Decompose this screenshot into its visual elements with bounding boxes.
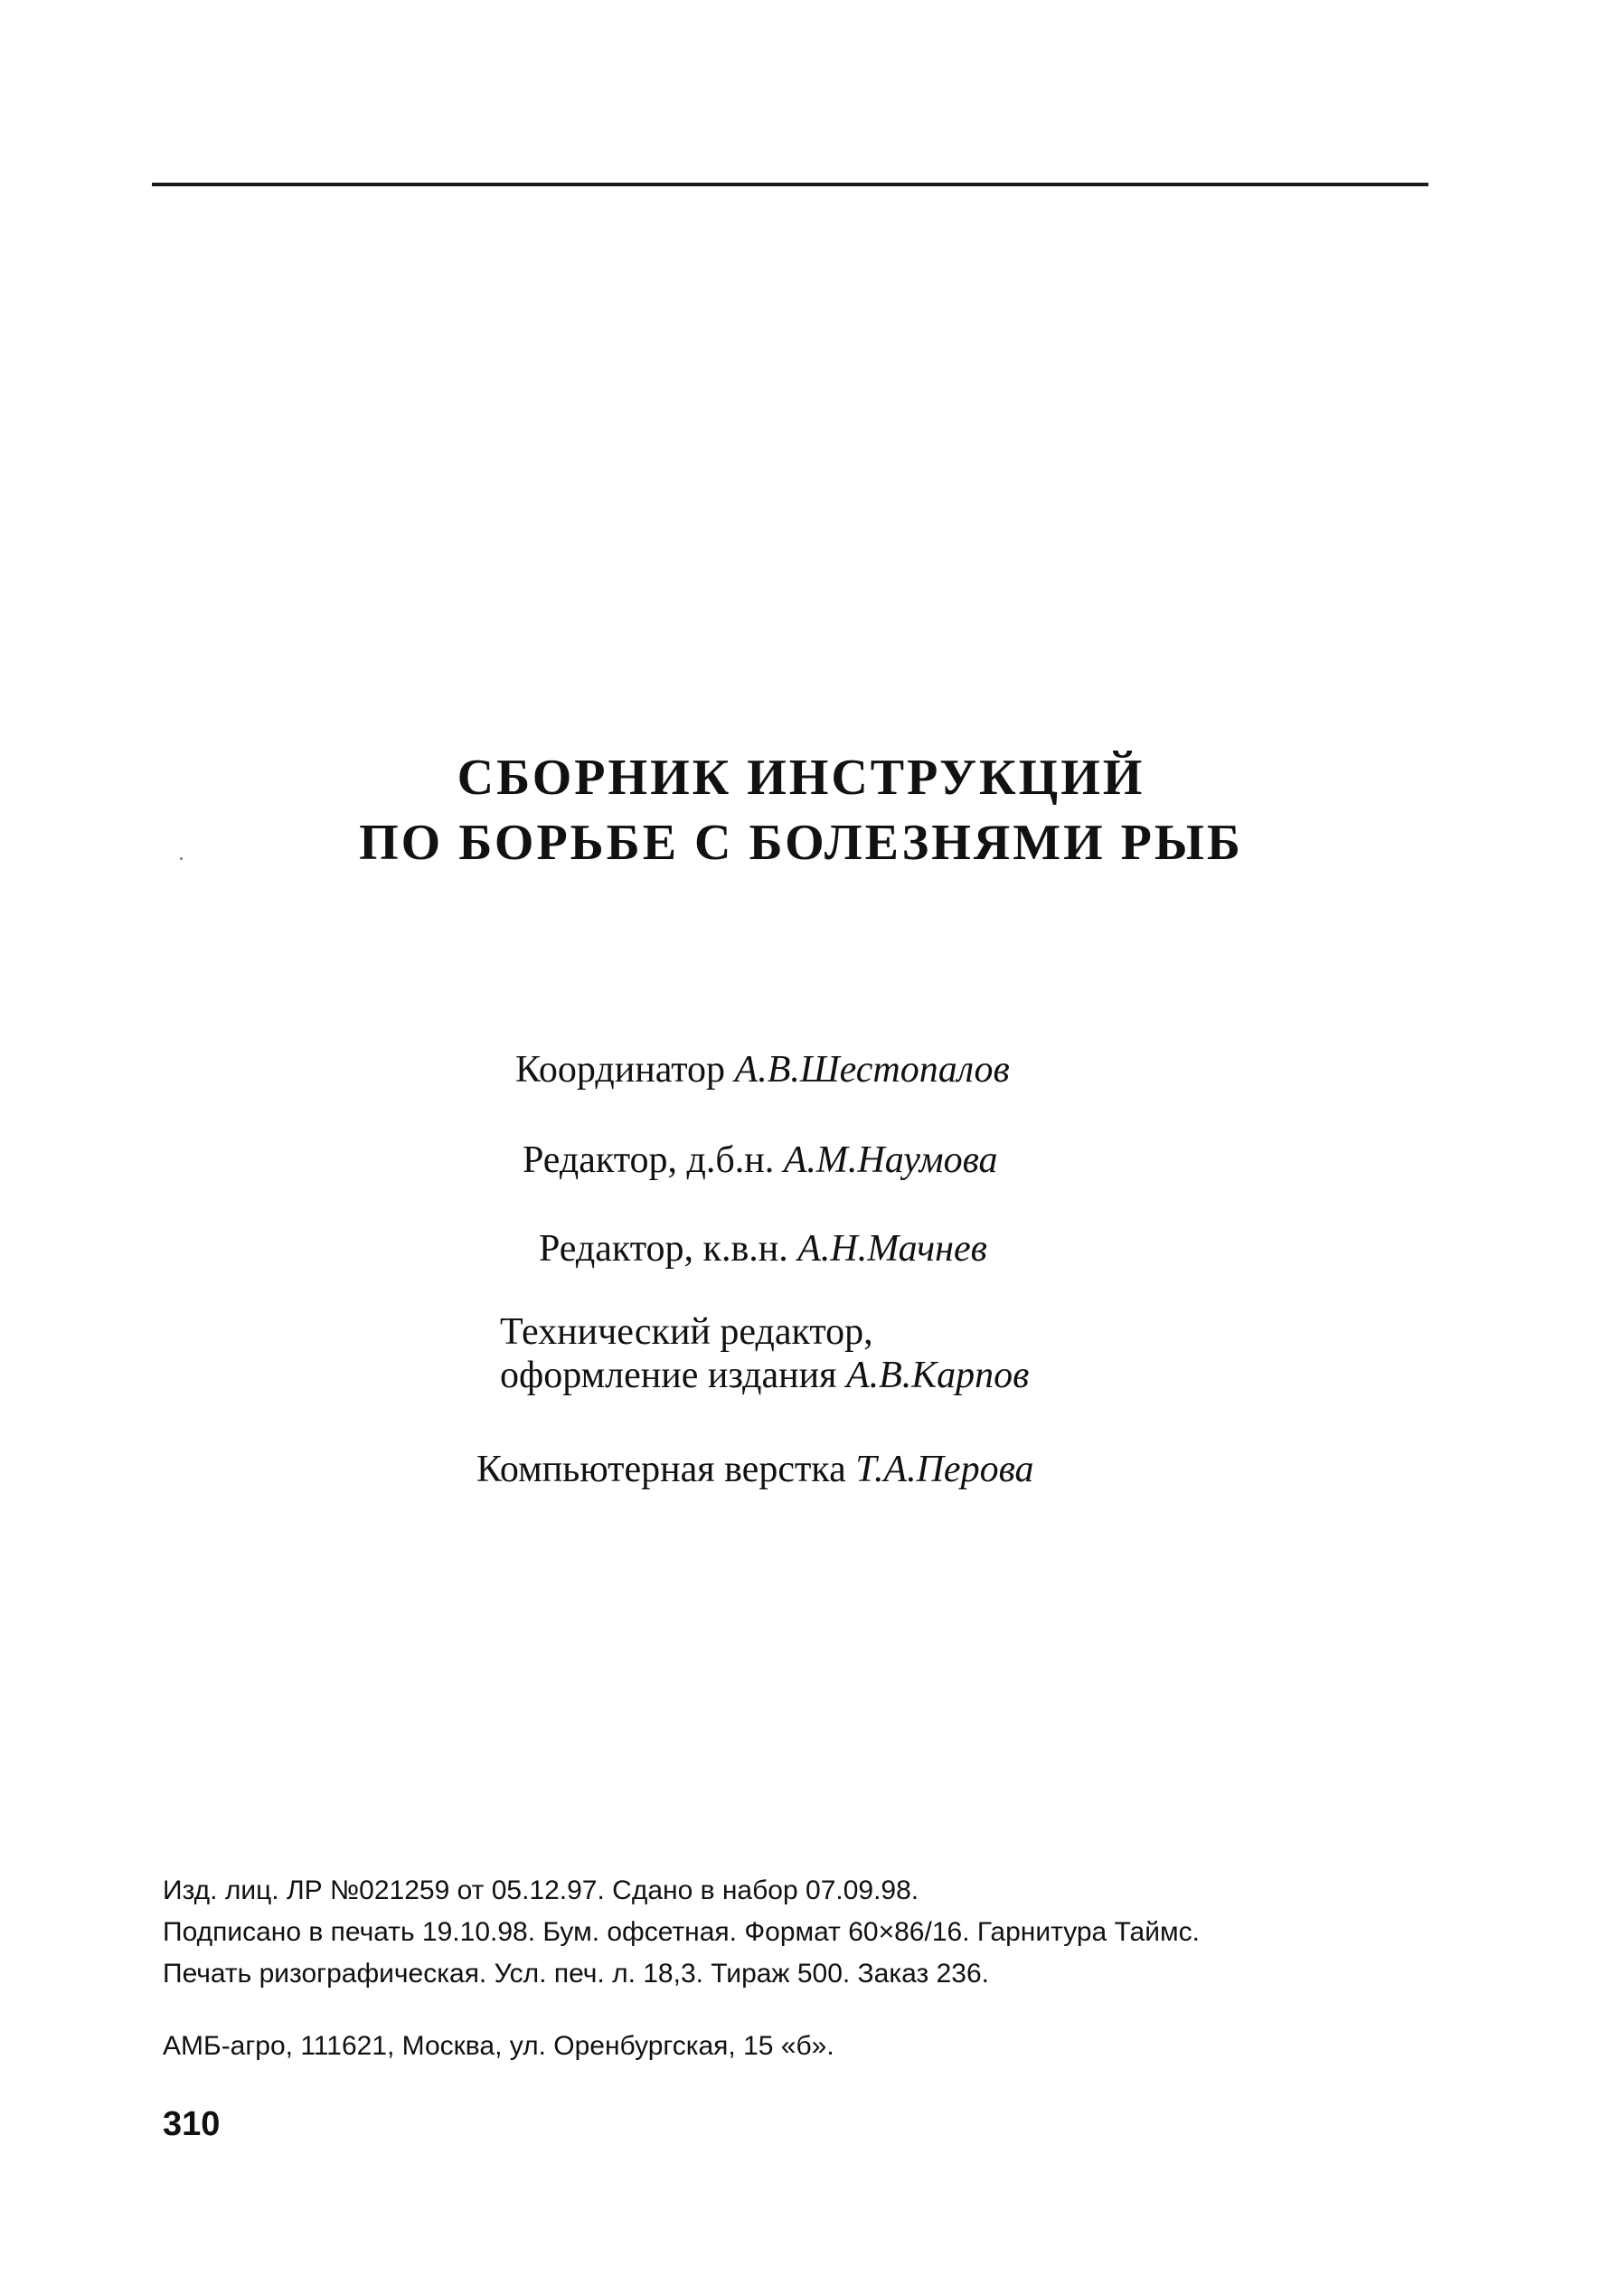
- credit-tech-editor-line-1: [500, 1313, 873, 1351]
- credit-role: Технический редактор,: [500, 1311, 873, 1353]
- credit-editor-2: [539, 1230, 987, 1268]
- credit-name: Т.А.Перова: [855, 1449, 1034, 1490]
- book-title-line-1: СБОРНИК ИНСТРУКЦИЙ: [457, 750, 1145, 806]
- credit-role: оформление издания: [500, 1355, 837, 1396]
- book-title-line-2: ПО БОРЬБЕ С БОЛЕЗНЯМИ РЫБ: [359, 815, 1243, 871]
- credit-name: А.В.Карпов: [845, 1355, 1030, 1396]
- scan-speck: [180, 857, 183, 860]
- credit-name: А.М.Наумова: [783, 1139, 998, 1181]
- publisher-address: АМБ-агро, 111621, Москва, ул. Оренбургская, 15 «б».: [163, 2031, 834, 2061]
- page-number: 310: [163, 2105, 221, 2143]
- imprint-line-2: Подписано в печать 19.10.98. Бум. офсетная. Формат 60×86/16. Гарнитура Таймс.: [163, 1917, 1200, 1947]
- credit-tech-editor-line-2: [500, 1356, 1029, 1394]
- imprint-line-3: Печать ризографическая. Усл. печ. л. 18,3. Тираж 500. Заказ 236.: [163, 1959, 989, 1989]
- credit-role: Редактор, к.в.н.: [539, 1228, 788, 1270]
- credit-role: Компьютерная верстка: [476, 1449, 846, 1490]
- top-rule: [152, 183, 1428, 186]
- credit-layout: [476, 1450, 1034, 1488]
- imprint-line-1: Изд. лиц. ЛР №021259 от 05.12.97. Сдано в набор 07.09.98.: [163, 1876, 919, 1905]
- credit-editor-1: [523, 1141, 998, 1179]
- credit-coordinator: [515, 1051, 1010, 1089]
- credit-role: Редактор, д.б.н.: [523, 1139, 775, 1181]
- credit-name: А.В.Шестопалов: [734, 1049, 1010, 1091]
- credit-role: Координатор: [515, 1049, 726, 1091]
- credit-name: А.Н.Мачнев: [797, 1228, 987, 1270]
